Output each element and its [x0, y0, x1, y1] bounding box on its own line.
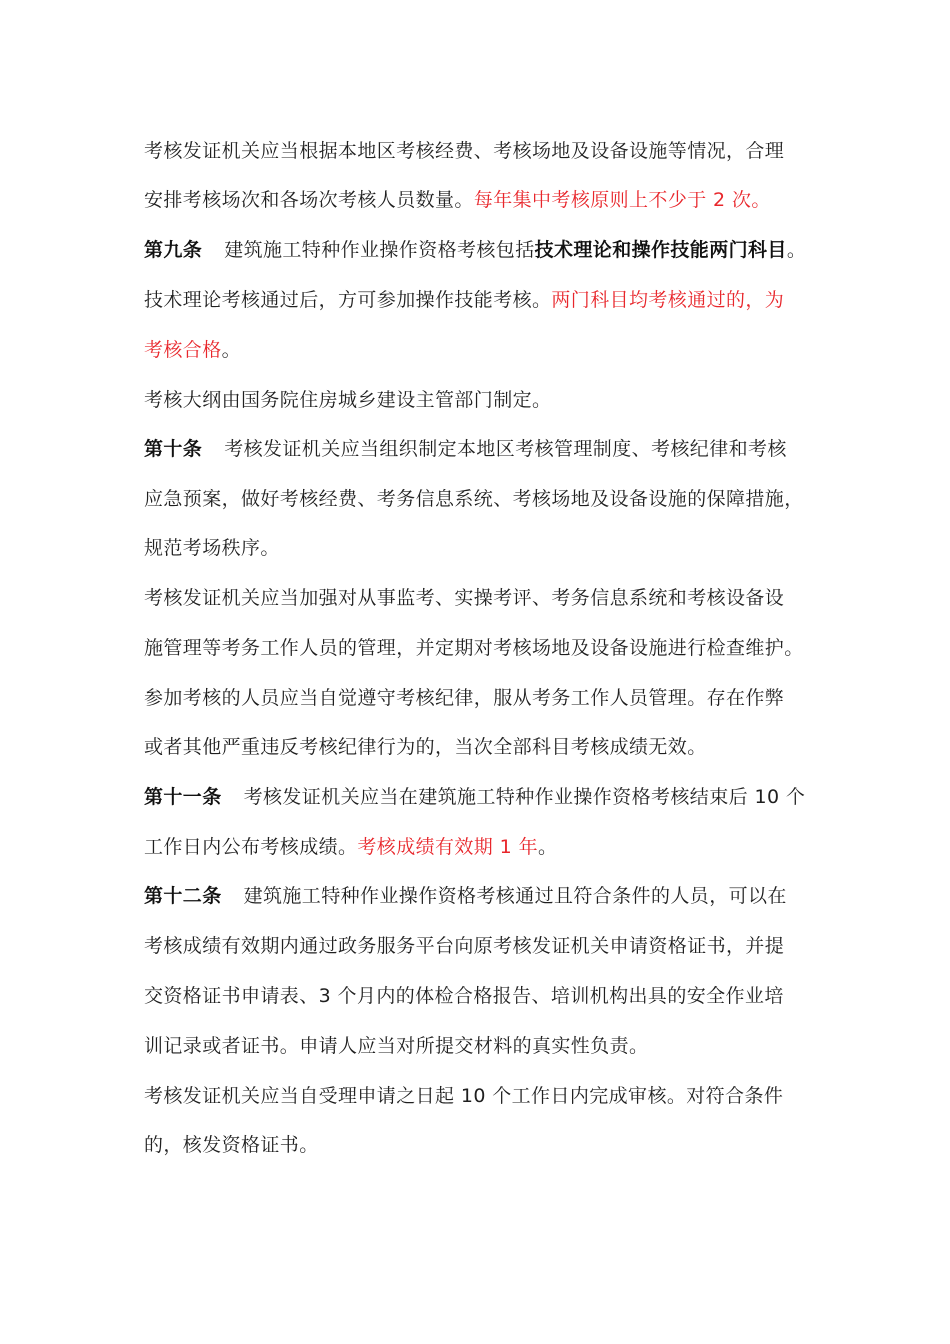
body-text: 考核发证机关应当自受理申请之日起 10 个工作日内完成审核。对符合条件	[144, 1085, 784, 1107]
text-line	[144, 685, 784, 711]
body-text: 考核发证机关应当在建筑施工特种作业操作资格考核结束后 10 个	[243, 786, 806, 808]
body-text: 应急预案，做好考核经费、考务信息系统、考核场地及设备设施的保障措施，	[144, 488, 804, 510]
highlight-text: 考核成绩有效期 1 年	[357, 836, 538, 858]
highlight-text: 每年集中考核原则上不少于 2 次。	[473, 189, 771, 211]
body-text: 。	[221, 339, 242, 361]
text-line	[144, 933, 784, 959]
text-line	[144, 287, 784, 313]
text-line	[144, 486, 804, 512]
body-text: 考核发证机关应当组织制定本地区考核管理制度、考核纪律和考核	[224, 438, 787, 460]
body-text: 考核发证机关应当根据本地区考核经费、考核场地及设备设施等情况，合理	[144, 140, 785, 162]
body-text: 的，核发资格证书。	[144, 1134, 319, 1156]
text-line	[144, 734, 707, 760]
text-line	[144, 1132, 319, 1158]
body-text: 考核成绩有效期内通过政务服务平台向原考核发证机关申请资格证书，并提	[144, 935, 785, 957]
body-text: 训记录或者证书。申请人应当对所提交材料的真实性负责。	[144, 1035, 649, 1057]
body-text: 工作日内公布考核成绩。	[144, 836, 358, 858]
text-line	[144, 187, 771, 213]
bold-text: 技术理论和操作技能两门科目	[534, 239, 787, 261]
body-text: 考核发证机关应当加强对从事监考、实操考评、考务信息系统和考核设备设	[144, 587, 785, 609]
text-line	[144, 138, 784, 164]
body-text: 或者其他严重违反考核纪律行为的，当次全部科目考核成绩无效。	[144, 736, 707, 758]
body-text: 技术理论考核通过后，方可参加操作技能考核。	[144, 289, 552, 311]
bold-text: 第十条	[144, 438, 203, 460]
body-text: 规范考场秩序。	[144, 537, 280, 559]
body-text: 考核大纲由国务院住房城乡建设主管部门制定。	[144, 389, 552, 411]
body-text: 安排考核场次和各场次考核人员数量。	[144, 189, 474, 211]
body-text: 建筑施工特种作业操作资格考核包括	[224, 239, 535, 261]
text-line	[144, 983, 784, 1009]
body-text: 。	[537, 836, 558, 858]
bold-text: 第九条	[144, 239, 203, 261]
text-line	[144, 883, 787, 909]
text-line	[144, 834, 557, 860]
body-text: 。	[786, 239, 807, 261]
text-line	[144, 237, 806, 263]
text-line	[144, 1083, 783, 1109]
text-line	[144, 436, 787, 462]
highlight-text: 两门科目均考核通过的，为	[551, 289, 785, 311]
body-text: 建筑施工特种作业操作资格考核通过且符合条件的人员，可以在	[243, 885, 787, 907]
text-line	[144, 1033, 648, 1059]
body-text: 参加考核的人员应当自觉遵守考核纪律，服从考务工作人员管理。存在作弊	[144, 687, 785, 709]
text-line	[144, 585, 784, 611]
text-line	[144, 337, 241, 363]
text-line	[144, 635, 804, 661]
highlight-text: 考核合格	[144, 339, 222, 361]
body-text: 施管理等考务工作人员的管理，并定期对考核场地及设备设施进行检查维护。	[144, 637, 804, 659]
bold-text: 第十二条	[144, 885, 222, 907]
text-line	[144, 784, 805, 810]
text-line	[144, 387, 551, 413]
body-text: 交资格证书申请表、3 个月内的体检合格报告、培训机构出具的安全作业培	[144, 985, 784, 1007]
bold-text: 第十一条	[144, 786, 222, 808]
text-line	[144, 535, 280, 561]
